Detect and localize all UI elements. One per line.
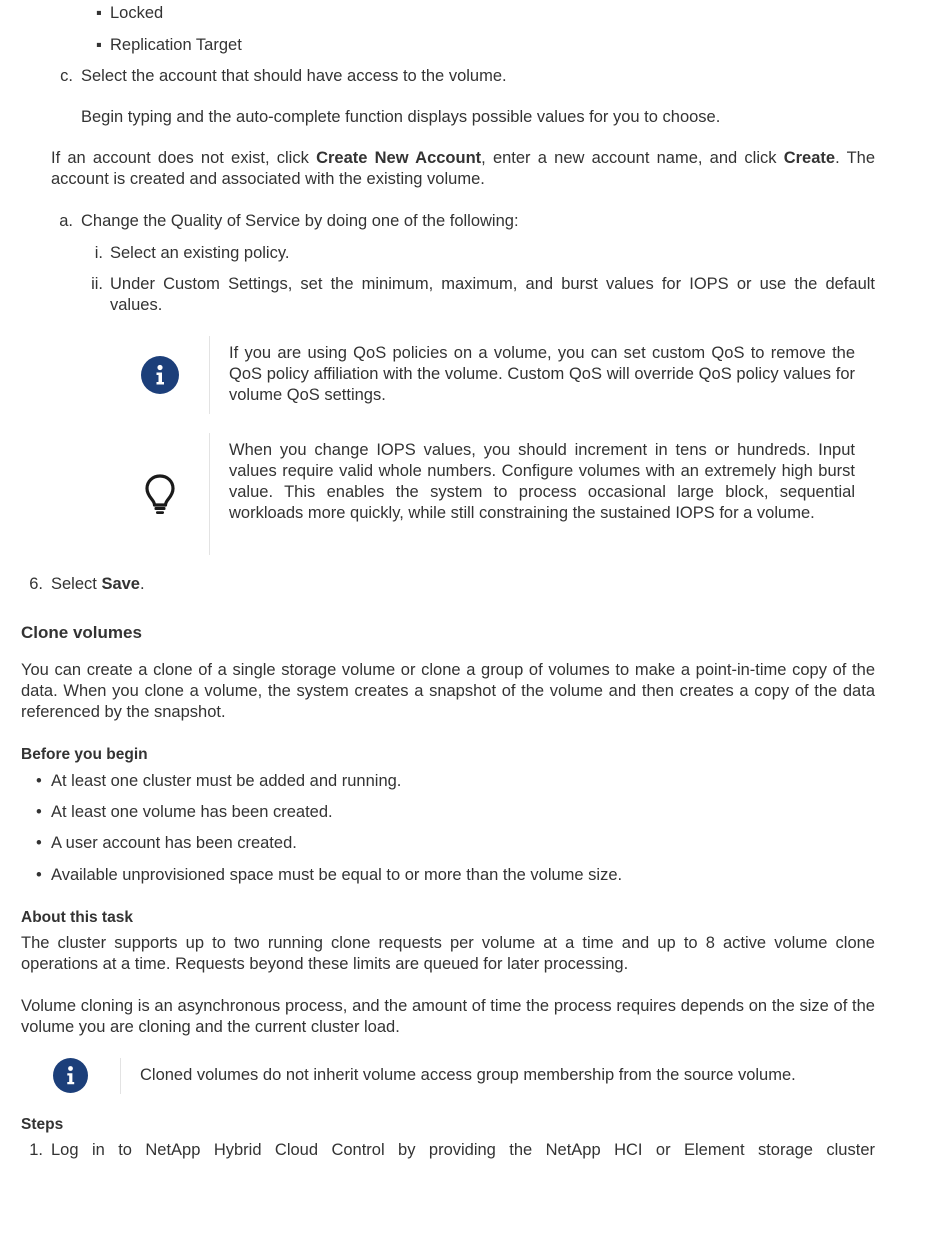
subheading-about-this-task: About this task [21,909,133,926]
clone-note-text: Cloned volumes do not inherit volume access group membership from the source volume. [140,1066,796,1084]
create-term: Create [783,149,836,167]
step-c-marker: c. [60,67,73,85]
list-item-locked: Locked [110,4,164,22]
list-item: At least one volume has been created. [51,803,333,821]
about-task-paragraph-1: The cluster supports up to two running clone requests per volume at a time and up to 8 active volume clone operations at a time. Requests beyond these limits are queued for later processing. [21,934,875,973]
list-item: Available unprovisioned space must be equal to or more than the volume size. [51,866,623,884]
step-i-text: Select an existing policy. [110,244,290,262]
step-6-marker: 6. [29,575,43,593]
admonition-divider [209,433,210,555]
step-ii-text: Under Custom Settings, set the minimum, maximum, and burst values for IOPS or use the default values. [110,275,875,314]
iops-tip-text: When you change IOPS values, you should increment in tens or hundreds. Input values require valid whole numbers. Configure volumes with an extremely high burst value. This enables the system to process occasional large block, sequential workloads more quickly, while still constraining the sustained IOPS for a volume. [229,441,855,522]
step-1-text: Log in to NetApp Hybrid Cloud Control by providing the NetApp HCI or Element storage cluster [51,1141,875,1159]
bullet-icon: • [36,834,42,852]
step-6-text: Select Save. [51,575,145,593]
step-a-text: Change the Quality of Service by doing one of the following: [81,212,519,230]
create-new-account-term: Create New Account [316,149,482,167]
subheading-before-you-begin: Before you begin [21,746,148,763]
square-bullet-icon: ▪ [96,4,102,22]
info-icon [53,1058,88,1093]
lightbulb-icon [143,473,177,515]
step-1-marker: 1. [29,1141,43,1159]
bullet-icon: • [36,772,42,790]
qos-note-text: If you are using QoS policies on a volume, you can set custom QoS to remove the QoS policy affiliation with the volume. Custom QoS will override QoS policy values for volume QoS settings. [229,344,855,404]
bullet-icon: • [36,866,42,884]
new-account-paragraph: If an account does not exist, click Create New Account, enter a new account name, and click Create. The account is created and associated with the existing volume. [51,149,876,188]
list-item: A user account has been created. [51,834,297,852]
section-title-clone-volumes: Clone volumes [21,623,142,642]
about-task-paragraph-2: Volume cloning is an asynchronous process, and the amount of time the process requires depends on the size of the volume you are cloning and the current cluster load. [21,997,875,1036]
list-item: At least one cluster must be added and running. [51,772,402,790]
square-bullet-icon: ▪ [96,36,102,54]
step-ii-marker: ii. [91,275,103,293]
step-c-detail: Begin typing and the auto-complete function displays possible values for you to choose. [81,108,721,126]
subheading-steps: Steps [21,1116,64,1133]
admonition-divider [120,1058,121,1094]
admonition-divider [209,336,210,414]
bullet-icon: • [36,803,42,821]
clone-volumes-intro: You can create a clone of a single storage volume or clone a group of volumes to make a point-in-time copy of the data. When you clone a volume, the system creates a snapshot of the volume and then creates a copy of the data referenced by the snapshot. [21,661,875,721]
info-icon [141,356,179,394]
list-item-replication-target: Replication Target [110,36,242,54]
step-a-marker: a. [59,212,73,230]
step-c-text: Select the account that should have access to the volume. [81,67,507,85]
save-term: Save [101,575,140,593]
step-i-marker: i. [94,244,103,262]
